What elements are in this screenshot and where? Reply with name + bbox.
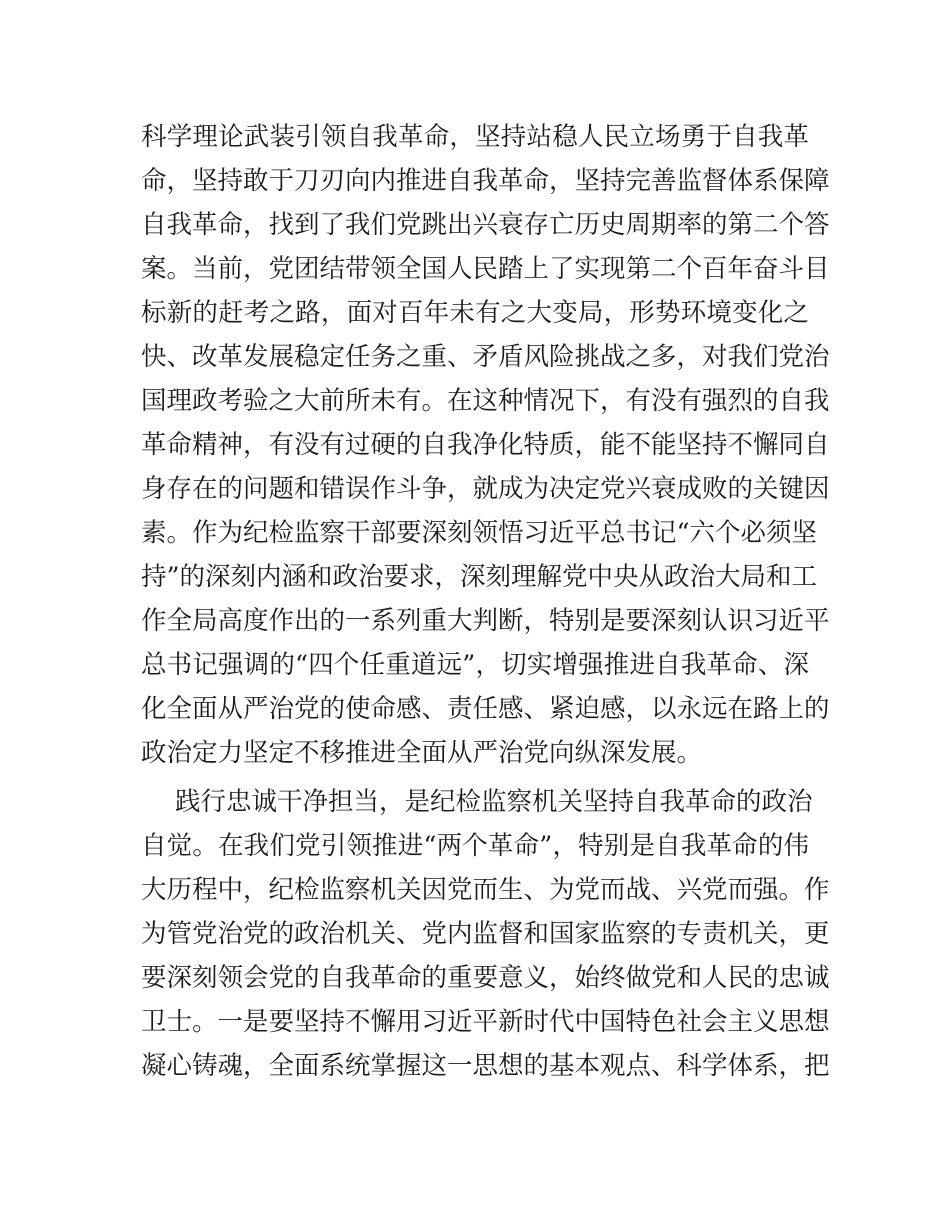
paragraph-1-line-6: 快、改革发展稳定任务之重、矛盾风险挑战之多，对我们党治	[141, 342, 830, 372]
paragraph-1-line-12: 作全局高度作出的一系列重大判断，特别是要深刻认识习近平	[141, 606, 830, 636]
paragraph-1-line-10: 素。作为纪检监察干部要深刻领悟习近平总书记“六个必须坚	[141, 518, 818, 548]
paragraph-2-line-2: 自觉。在我们党引领推进“两个革命”，特别是自我革命的伟	[141, 831, 809, 861]
paragraph-1-line-13: 总书记强调的“四个任重道远”，切实增强推进自我革命、深	[141, 650, 809, 680]
paragraph-1-line-8: 革命精神，有没有过硬的自我净化特质，能不能坚持不懈同自	[141, 430, 830, 460]
paragraph-1-line-9: 身存在的问题和错误作斗争，就成为决定党兴衰成败的关键因	[141, 474, 830, 504]
paragraph-2-line-5: 要深刻领会党的自我革命的重要意义，始终做党和人民的忠诚	[141, 963, 830, 993]
paragraph-2-line-7: 凝心铸魂，全面系统掌握这一思想的基本观点、科学体系，把	[141, 1051, 830, 1081]
paragraph-1-line-15: 政治定力坚定不移推进全面从严治党向纵深发展。	[141, 738, 703, 768]
paragraph-1-line-14: 化全面从严治党的使命感、责任感、紧迫感，以永远在路上的	[141, 694, 830, 724]
paragraph-1-line-11: 持”的深刻内涵和政治要求，深刻理解党中央从政治大局和工	[141, 562, 818, 592]
paragraph-2-line-4: 为管党治党的政治机关、党内监督和国家监察的专责机关，更	[141, 919, 830, 949]
paragraph-1-line-7: 国理政考验之大前所未有。在这种情况下，有没有强烈的自我	[141, 386, 830, 416]
paragraph-1-line-2: 命，坚持敢于刀刃向内推进自我革命，坚持完善监督体系保障	[141, 166, 830, 196]
paragraph-1-line-5: 标新的赶考之路，面对百年未有之大变局，形势环境变化之	[141, 298, 809, 328]
paragraph-2-line-3: 大历程中，纪检监察机关因党而生、为党而战、兴党而强。作	[141, 875, 830, 905]
paragraph-1-line-4: 案。当前，党团结带领全国人民踏上了实现第二个百年奋斗目	[141, 254, 830, 284]
paragraph-2-line-6: 卫士。一是要坚持不懈用习近平新时代中国特色社会主义思想	[141, 1007, 830, 1037]
paragraph-2-line-1: 践行忠诚干净担当，是纪检监察机关坚持自我革命的政治	[175, 787, 813, 817]
paragraph-1-line-3: 自我革命，找到了我们党跳出兴衰存亡历史周期率的第二个答	[141, 210, 830, 240]
paragraph-1-line-1: 科学理论武装引领自我革命，坚持站稳人民立场勇于自我革	[141, 122, 809, 152]
